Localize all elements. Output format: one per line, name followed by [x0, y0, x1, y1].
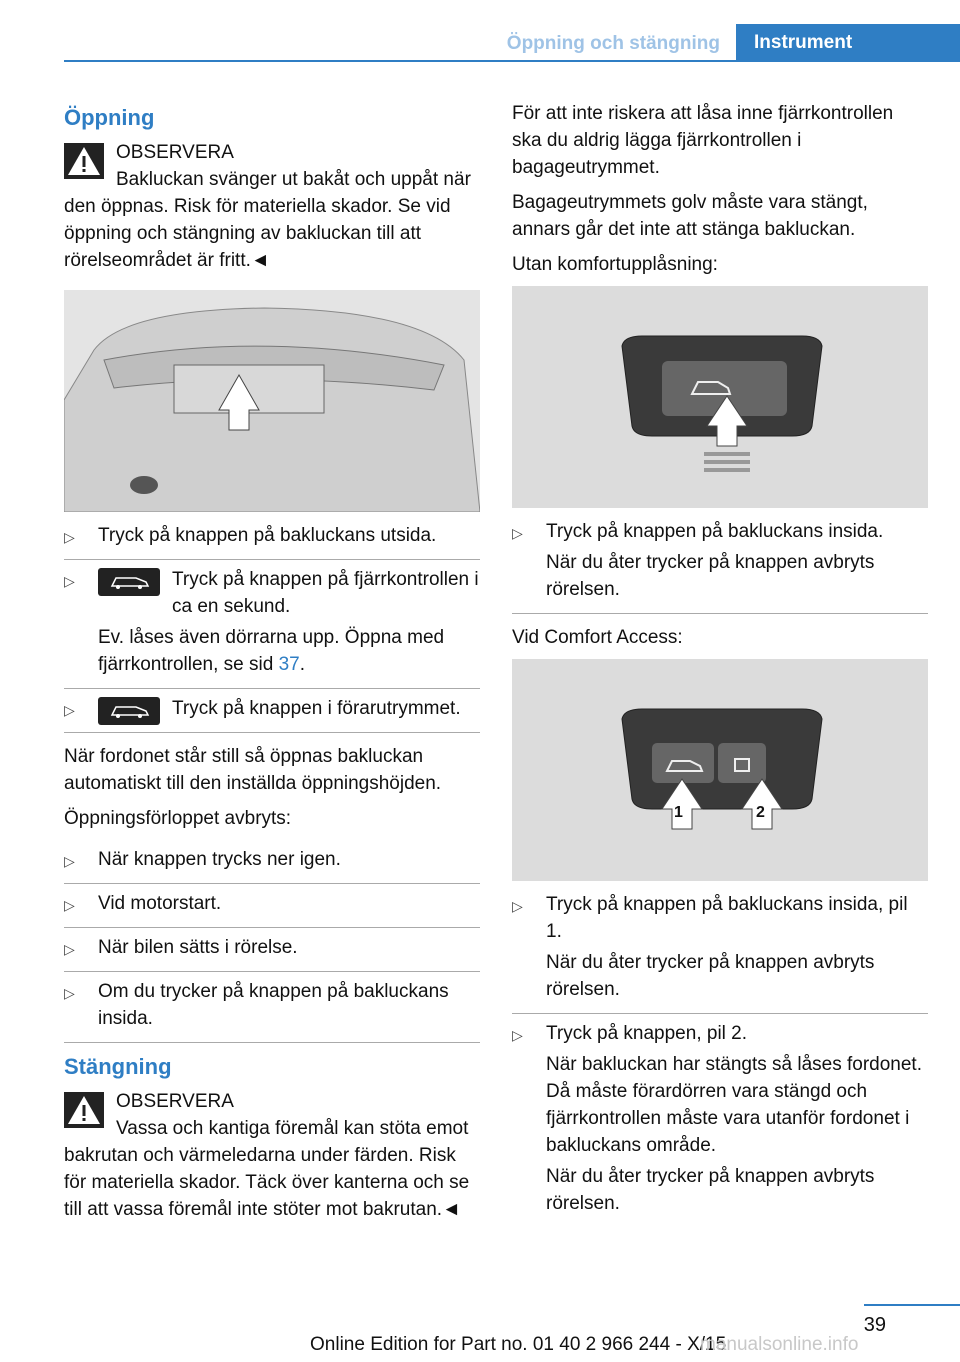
- cancel-list: [64, 840, 480, 1043]
- warning-icon: [64, 1092, 104, 1128]
- item-note: När du åter trycker på knappen avbryts rörelsen.: [546, 552, 875, 600]
- item-note: [98, 624, 480, 678]
- item-note: När du åter trycker på knappen avbryts rörelsen.: [546, 1166, 875, 1214]
- list-item: [64, 688, 480, 732]
- page-header: [64, 24, 960, 62]
- warning-title: OBSERVERA: [116, 1091, 234, 1112]
- bullet-arrow-icon: ▷: [512, 898, 523, 914]
- list-item: [64, 927, 480, 971]
- bullet-arrow-icon: ▷: [64, 985, 75, 1001]
- header-rule: [64, 60, 960, 62]
- bullet-arrow-icon: ▷: [64, 529, 75, 545]
- warning-body: Bakluckan svänger ut bakåt och uppåt när den öppnas. Risk för materiella skador. Se vid öppning och stängning av bakluckan till att rörelseområdet är fritt.◄: [64, 169, 471, 271]
- bullet-arrow-icon: ▷: [512, 525, 523, 541]
- paragraph-auto: När fordonet står still så öppnas bakluckan automatiskt till den inställda öppningshöjden.: [64, 746, 442, 794]
- heading-close: Stängning: [64, 1054, 172, 1079]
- heading-open: Öppning: [64, 105, 155, 130]
- left-column: [64, 100, 480, 1223]
- footer-watermark: manualsonline.info: [700, 1334, 859, 1355]
- open-methods-list: [64, 516, 480, 733]
- list-item: [64, 883, 480, 927]
- paragraph-no-comfort: Utan komfortupplåsning:: [512, 254, 718, 275]
- bullet-arrow-icon: ▷: [64, 702, 75, 718]
- note-end: .: [299, 654, 305, 675]
- footer-rule: [864, 1304, 960, 1306]
- bullet-arrow-icon: ▷: [64, 897, 75, 913]
- list-item: [512, 512, 928, 613]
- list-item: [512, 885, 928, 1013]
- paragraph-cancel: Öppningsförloppet avbryts:: [64, 808, 292, 829]
- item-note: När du åter trycker på knappen avbryts rörelsen.: [546, 952, 875, 1000]
- item-text: Tryck på knappen på bakluckans utsida.: [98, 525, 437, 546]
- header-tab: Instrument: [736, 24, 960, 62]
- comfort-list: [512, 885, 928, 1227]
- item-text: Tryck på knappen i förarutrymmet.: [172, 698, 461, 719]
- item-text: Tryck på knappen på fjärrkontrollen i ca en sekund.: [172, 569, 479, 617]
- figure-car-rear: [64, 290, 480, 512]
- warning-body: Vassa och kantiga föremål kan stöta emot bakrutan och värmeledarna under färden. Risk för materiella skador. Täck över kanterna och se till att vassa föremål inte stöter mot bakrutan.◄: [64, 1118, 470, 1220]
- remote-key-icon: [98, 568, 160, 596]
- item-text: Om du trycker på knappen på bakluckans insida.: [98, 981, 449, 1029]
- note-text: Ev. låses även dörrarna upp. Öppna med fjärrkontrollen, se sid: [98, 627, 445, 675]
- warning-close: [64, 1088, 480, 1223]
- bullet-arrow-icon: ▷: [512, 1027, 523, 1043]
- inside-button-list: [512, 512, 928, 614]
- paragraph-comfort: Vid Comfort Access:: [512, 627, 683, 648]
- list-item: [512, 1013, 928, 1227]
- car-button-icon: [98, 697, 160, 725]
- item-text: När knappen trycks ner igen.: [98, 849, 341, 870]
- page-link[interactable]: 37: [278, 654, 300, 675]
- arrow-label-1: 1: [674, 804, 683, 821]
- item-text: Tryck på knappen på bakluckans insida.: [546, 521, 884, 542]
- warning-icon: [64, 143, 104, 179]
- list-item: [64, 559, 480, 688]
- list-item: [64, 840, 480, 883]
- figure-comfort-access: [512, 659, 928, 881]
- paragraph-remote: För att inte riskera att låsa inne fjärrkontrollen ska du aldrig lägga fjärrkontrollen i bagageutrymmet.: [512, 103, 894, 178]
- item-text: Tryck på knappen på bakluckans insida, pil 1.: [546, 894, 908, 942]
- paragraph-floor: Bagageutrymmets golv måste vara stängt, annars går det inte att stänga bakluckan.: [512, 192, 868, 240]
- item-note: När bakluckan har stängts så låses fordonet. Då måste förardörren vara stängd och fjärrkontrollen måste vara utanför fordonet i bakluckans område.: [546, 1054, 922, 1156]
- footer-edition: Online Edition for Part no. 01 40 2 966 244 - X/15: [310, 1334, 727, 1355]
- list-item: [64, 516, 480, 559]
- bullet-arrow-icon: ▷: [64, 853, 75, 869]
- item-text: Tryck på knappen, pil 2.: [546, 1023, 748, 1044]
- arrow-label-2: 2: [756, 804, 765, 821]
- warning-title: OBSERVERA: [116, 142, 234, 163]
- item-text: När bilen sätts i rörelse.: [98, 937, 298, 958]
- header-section: Öppning och stängning: [506, 33, 720, 54]
- bullet-arrow-icon: ▷: [64, 573, 75, 589]
- list-item: [64, 971, 480, 1042]
- page-number: 39: [863, 1314, 886, 1336]
- figure-inside-button: [512, 286, 928, 508]
- item-text: Vid motorstart.: [98, 893, 222, 914]
- warning-open: [64, 139, 480, 274]
- right-column: [512, 100, 928, 1237]
- bullet-arrow-icon: ▷: [64, 941, 75, 957]
